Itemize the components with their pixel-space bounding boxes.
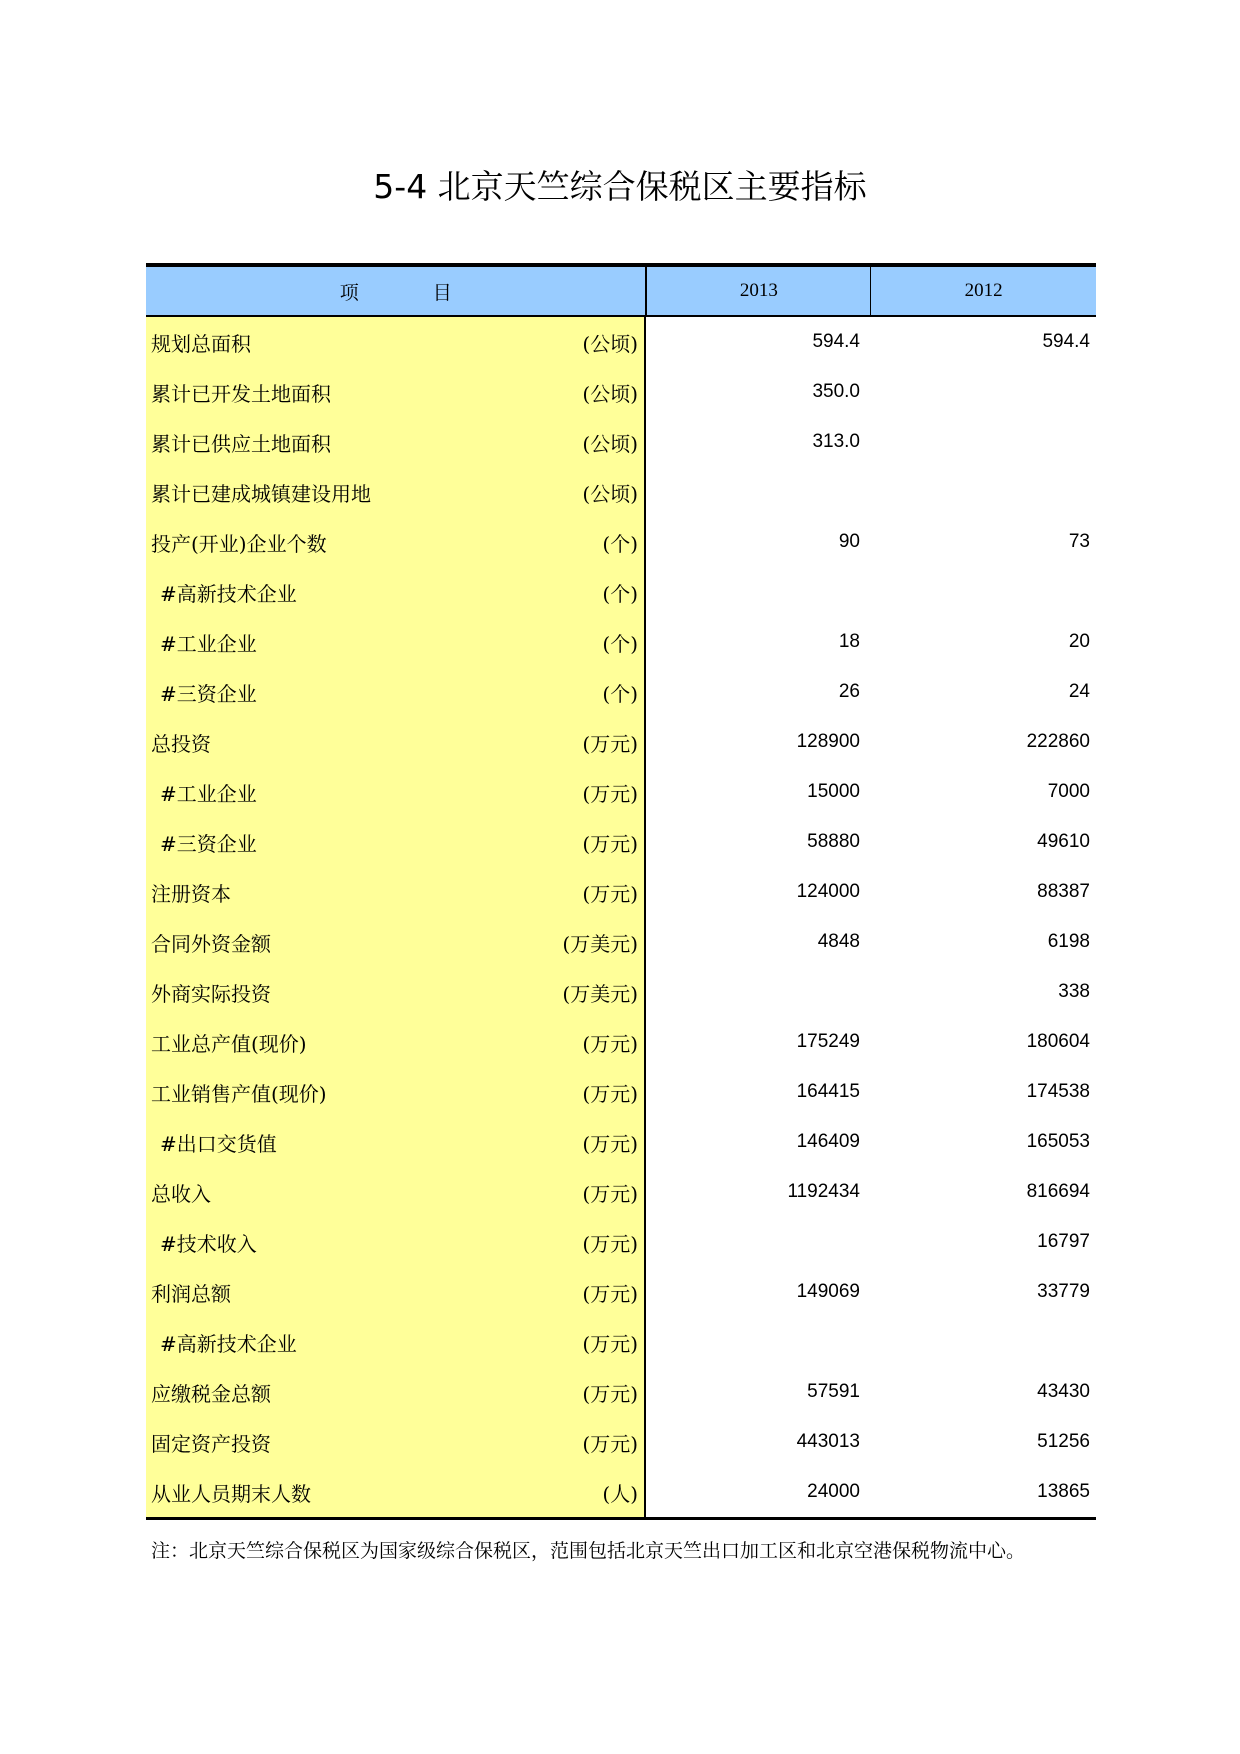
row-unit: (个) bbox=[602, 531, 638, 556]
row-value-2012: 338 bbox=[1058, 981, 1090, 1002]
row-label-cell bbox=[146, 467, 646, 517]
header-item-label-b: 目 bbox=[432, 281, 452, 304]
row-unit: (人) bbox=[602, 1481, 638, 1506]
table-row bbox=[146, 1267, 1096, 1317]
row-value-2012: 6198 bbox=[1047, 931, 1090, 952]
row-value-2012 bbox=[869, 567, 1094, 617]
row-label-cell bbox=[146, 867, 646, 917]
row-value-2013 bbox=[646, 1217, 869, 1267]
header-year-2012: 2012 bbox=[964, 280, 1003, 301]
row-indicator-name: 注册资本 bbox=[151, 881, 231, 906]
row-indicator-name: #三资企业 bbox=[160, 681, 257, 706]
row-label-cell bbox=[146, 967, 646, 1017]
row-value-2012 bbox=[869, 417, 1094, 467]
row-unit: (万元) bbox=[582, 731, 638, 756]
row-indicator-name: #工业企业 bbox=[160, 781, 257, 806]
table-row bbox=[146, 1167, 1096, 1217]
row-value-2012 bbox=[869, 1317, 1094, 1367]
header-year-2013: 2013 bbox=[647, 267, 871, 315]
table-row bbox=[146, 467, 1096, 517]
row-label-cell bbox=[146, 767, 646, 817]
row-indicator-name: 合同外资金额 bbox=[151, 931, 271, 956]
row-value-2012: 816694 bbox=[1026, 1181, 1090, 1202]
row-value-2013: 24000 bbox=[807, 1481, 860, 1502]
row-label-cell bbox=[146, 1017, 646, 1067]
table-row bbox=[146, 767, 1096, 817]
row-indicator-name: 应缴税金总额 bbox=[151, 1381, 271, 1406]
row-indicator-name: 累计已开发土地面积 bbox=[151, 381, 331, 406]
row-unit: (万美元) bbox=[562, 931, 638, 956]
row-indicator-name: 累计已建成城镇建设用地 bbox=[151, 481, 371, 506]
row-value-2012: 180604 bbox=[1026, 1031, 1090, 1052]
row-value-2013: 4848 bbox=[817, 931, 860, 952]
row-value-2013 bbox=[646, 967, 869, 1017]
row-indicator-name: 从业人员期末人数 bbox=[151, 1481, 311, 1506]
row-label-cell bbox=[146, 1367, 646, 1417]
table-row bbox=[146, 567, 1096, 617]
row-indicator-name: 固定资产投资 bbox=[151, 1431, 271, 1456]
row-unit: (个) bbox=[602, 581, 638, 606]
indicators-table bbox=[146, 263, 1096, 1520]
row-unit: (万元) bbox=[582, 1031, 638, 1056]
table-row bbox=[146, 1067, 1096, 1117]
table-row bbox=[146, 1017, 1096, 1067]
row-value-2013: 124000 bbox=[796, 881, 860, 902]
row-label-cell bbox=[146, 1467, 646, 1517]
row-value-2013 bbox=[646, 567, 869, 617]
row-unit: (公顷) bbox=[582, 381, 638, 406]
row-unit: (万元) bbox=[582, 1331, 638, 1356]
row-unit: (万元) bbox=[582, 881, 638, 906]
row-indicator-name: 利润总额 bbox=[151, 1281, 231, 1306]
row-value-2012 bbox=[869, 467, 1094, 517]
table-row bbox=[146, 867, 1096, 917]
row-value-2012: 73 bbox=[1068, 531, 1090, 552]
row-indicator-name: #技术收入 bbox=[160, 1231, 257, 1256]
row-unit: (万元) bbox=[582, 1081, 638, 1106]
row-value-2013: 90 bbox=[838, 531, 860, 552]
row-value-2012: 49610 bbox=[1037, 831, 1090, 852]
table-row bbox=[146, 1317, 1096, 1367]
table-row bbox=[146, 967, 1096, 1017]
row-value-2013: 15000 bbox=[807, 781, 860, 802]
row-unit: (个) bbox=[602, 631, 638, 656]
row-value-2012: 43430 bbox=[1037, 1381, 1090, 1402]
row-value-2012: 174538 bbox=[1026, 1081, 1090, 1102]
table-row bbox=[146, 667, 1096, 717]
header-item-label-a: 项 bbox=[339, 281, 359, 304]
row-value-2012: 222860 bbox=[1026, 731, 1090, 752]
row-label-cell bbox=[146, 917, 646, 967]
row-value-2013: 128900 bbox=[796, 731, 860, 752]
table-row bbox=[146, 1117, 1096, 1167]
header-item-column bbox=[146, 267, 647, 315]
table-row bbox=[146, 1217, 1096, 1267]
row-value-2012: 165053 bbox=[1026, 1131, 1090, 1152]
row-unit: (万元) bbox=[582, 1431, 638, 1456]
row-label-cell bbox=[146, 1267, 646, 1317]
row-unit: (万元) bbox=[582, 781, 638, 806]
row-label-cell bbox=[146, 367, 646, 417]
row-indicator-name: 累计已供应土地面积 bbox=[151, 431, 331, 456]
row-value-2013: 57591 bbox=[807, 1381, 860, 1402]
row-unit: (公顷) bbox=[582, 481, 638, 506]
row-label-cell bbox=[146, 567, 646, 617]
row-label-cell bbox=[146, 1167, 646, 1217]
row-value-2013: 164415 bbox=[796, 1081, 860, 1102]
row-value-2012: 13865 bbox=[1037, 1481, 1090, 1502]
row-unit: (公顷) bbox=[582, 431, 638, 456]
row-unit: (万元) bbox=[582, 1181, 638, 1206]
row-value-2013: 594.4 bbox=[812, 331, 860, 352]
row-unit: (万元) bbox=[582, 1281, 638, 1306]
row-indicator-name: 外商实际投资 bbox=[151, 981, 271, 1006]
row-indicator-name: 规划总面积 bbox=[151, 331, 251, 356]
row-value-2012: 88387 bbox=[1037, 881, 1090, 902]
row-value-2013: 26 bbox=[838, 681, 860, 702]
row-value-2012: 7000 bbox=[1047, 781, 1090, 802]
table-header bbox=[146, 267, 1096, 317]
row-value-2013: 1192434 bbox=[787, 1181, 860, 1202]
table-body bbox=[146, 317, 1096, 1517]
row-unit: (公顷) bbox=[582, 331, 638, 356]
row-label-cell bbox=[146, 717, 646, 767]
row-unit: (万元) bbox=[582, 1231, 638, 1256]
row-indicator-name: #高新技术企业 bbox=[160, 1331, 297, 1356]
page-title: 5-4 北京天竺综合保税区主要指标 bbox=[373, 167, 867, 206]
row-label-cell bbox=[146, 1417, 646, 1467]
row-indicator-name: 工业销售产值(现价) bbox=[151, 1081, 327, 1106]
row-label-cell bbox=[146, 667, 646, 717]
row-label-cell bbox=[146, 1317, 646, 1367]
footnote: 注：北京天竺综合保税区为国家级综合保税区，范围包括北京天竺出口加工区和北京空港保税物流中心。 bbox=[151, 1540, 1026, 1562]
row-indicator-name: #工业企业 bbox=[160, 631, 257, 656]
row-indicator-name: 总收入 bbox=[151, 1181, 211, 1206]
table-row bbox=[146, 367, 1096, 417]
row-label-cell bbox=[146, 417, 646, 467]
row-value-2013 bbox=[646, 1317, 869, 1367]
row-value-2013: 18 bbox=[838, 631, 860, 652]
row-label-cell bbox=[146, 1217, 646, 1267]
row-label-cell bbox=[146, 617, 646, 667]
row-value-2013 bbox=[646, 467, 869, 517]
row-value-2012 bbox=[869, 367, 1094, 417]
row-value-2013: 175249 bbox=[796, 1031, 860, 1052]
row-indicator-name: #高新技术企业 bbox=[160, 581, 297, 606]
table-row bbox=[146, 917, 1096, 967]
row-value-2013: 350.0 bbox=[812, 381, 860, 402]
row-value-2012: 20 bbox=[1068, 631, 1090, 652]
row-unit: (万美元) bbox=[562, 981, 638, 1006]
row-indicator-name: 总投资 bbox=[151, 731, 211, 756]
row-label-cell bbox=[146, 817, 646, 867]
row-unit: (万元) bbox=[582, 1381, 638, 1406]
row-value-2012: 24 bbox=[1068, 681, 1090, 702]
row-indicator-name: #三资企业 bbox=[160, 831, 257, 856]
row-label-cell bbox=[146, 1117, 646, 1167]
table-row bbox=[146, 817, 1096, 867]
row-value-2013: 313.0 bbox=[812, 431, 860, 452]
table-row bbox=[146, 417, 1096, 467]
table-row bbox=[146, 717, 1096, 767]
row-indicator-name: 投产(开业)企业个数 bbox=[151, 531, 327, 556]
row-label-cell bbox=[146, 1067, 646, 1117]
table-row bbox=[146, 617, 1096, 667]
row-unit: (万元) bbox=[582, 831, 638, 856]
row-value-2013: 443013 bbox=[796, 1431, 860, 1452]
row-unit: (个) bbox=[602, 681, 638, 706]
table-row bbox=[146, 1467, 1096, 1517]
row-indicator-name: #出口交货值 bbox=[160, 1131, 277, 1156]
row-indicator-name: 工业总产值(现价) bbox=[151, 1031, 307, 1056]
row-label-cell bbox=[146, 517, 646, 567]
row-value-2012: 594.4 bbox=[1042, 331, 1090, 352]
row-value-2013: 58880 bbox=[807, 831, 860, 852]
table-row bbox=[146, 517, 1096, 567]
row-unit: (万元) bbox=[582, 1131, 638, 1156]
row-value-2013: 146409 bbox=[796, 1131, 860, 1152]
row-value-2012: 51256 bbox=[1037, 1431, 1090, 1452]
table-row bbox=[146, 317, 1096, 367]
row-value-2012: 16797 bbox=[1037, 1231, 1090, 1252]
table-row bbox=[146, 1367, 1096, 1417]
row-value-2012: 33779 bbox=[1037, 1281, 1090, 1302]
row-label-cell bbox=[146, 317, 646, 367]
row-value-2013: 149069 bbox=[796, 1281, 860, 1302]
table-row bbox=[146, 1417, 1096, 1467]
